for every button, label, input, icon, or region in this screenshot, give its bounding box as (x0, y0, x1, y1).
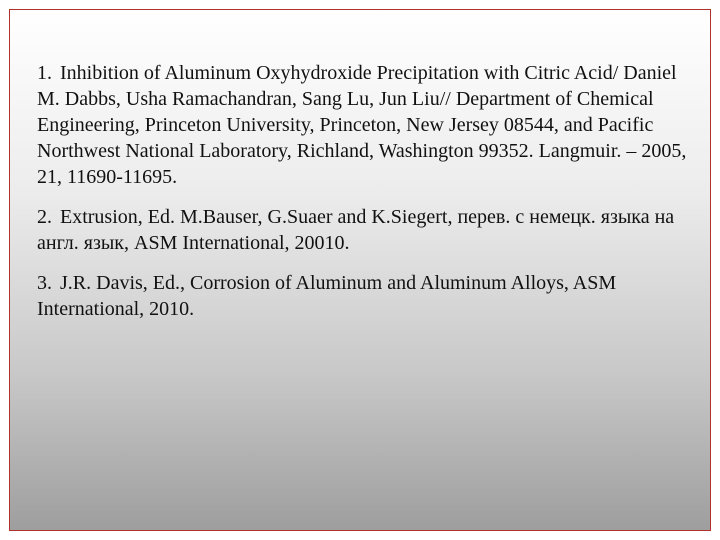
reference-item-1 (37, 60, 687, 190)
reference-text: J.R. Davis, Ed., Corrosion of Aluminum and Aluminum Alloys, ASM International, 2010. (37, 272, 617, 320)
slide (9, 9, 711, 531)
reference-number: 2. (37, 206, 52, 228)
reference-text: Inhibition of Aluminum Oxyhydroxide Precipitation with Citric Acid/ Daniel M. Dabbs, Usha Ramachandran, Sang Lu, Jun Liu// Department of Chemical Engineering, Princeton University, Princeton, New Jersey 08544, and Pacific Northwest National Laboratory, Richland, Washington 99352. Langmuir. – 2005, 21, 11690-11695. (37, 62, 687, 188)
reference-number: 3. (37, 272, 52, 294)
reference-number: 1. (37, 62, 52, 84)
reference-item-3 (37, 270, 687, 322)
reference-item-2 (37, 204, 687, 256)
reference-text: Extrusion, Ed. M.Bauser, G.Suaer and K.Siegert, перев. с немецк. языка на англ. язык, ASM International, 20010. (37, 206, 675, 254)
reference-list (37, 60, 687, 336)
